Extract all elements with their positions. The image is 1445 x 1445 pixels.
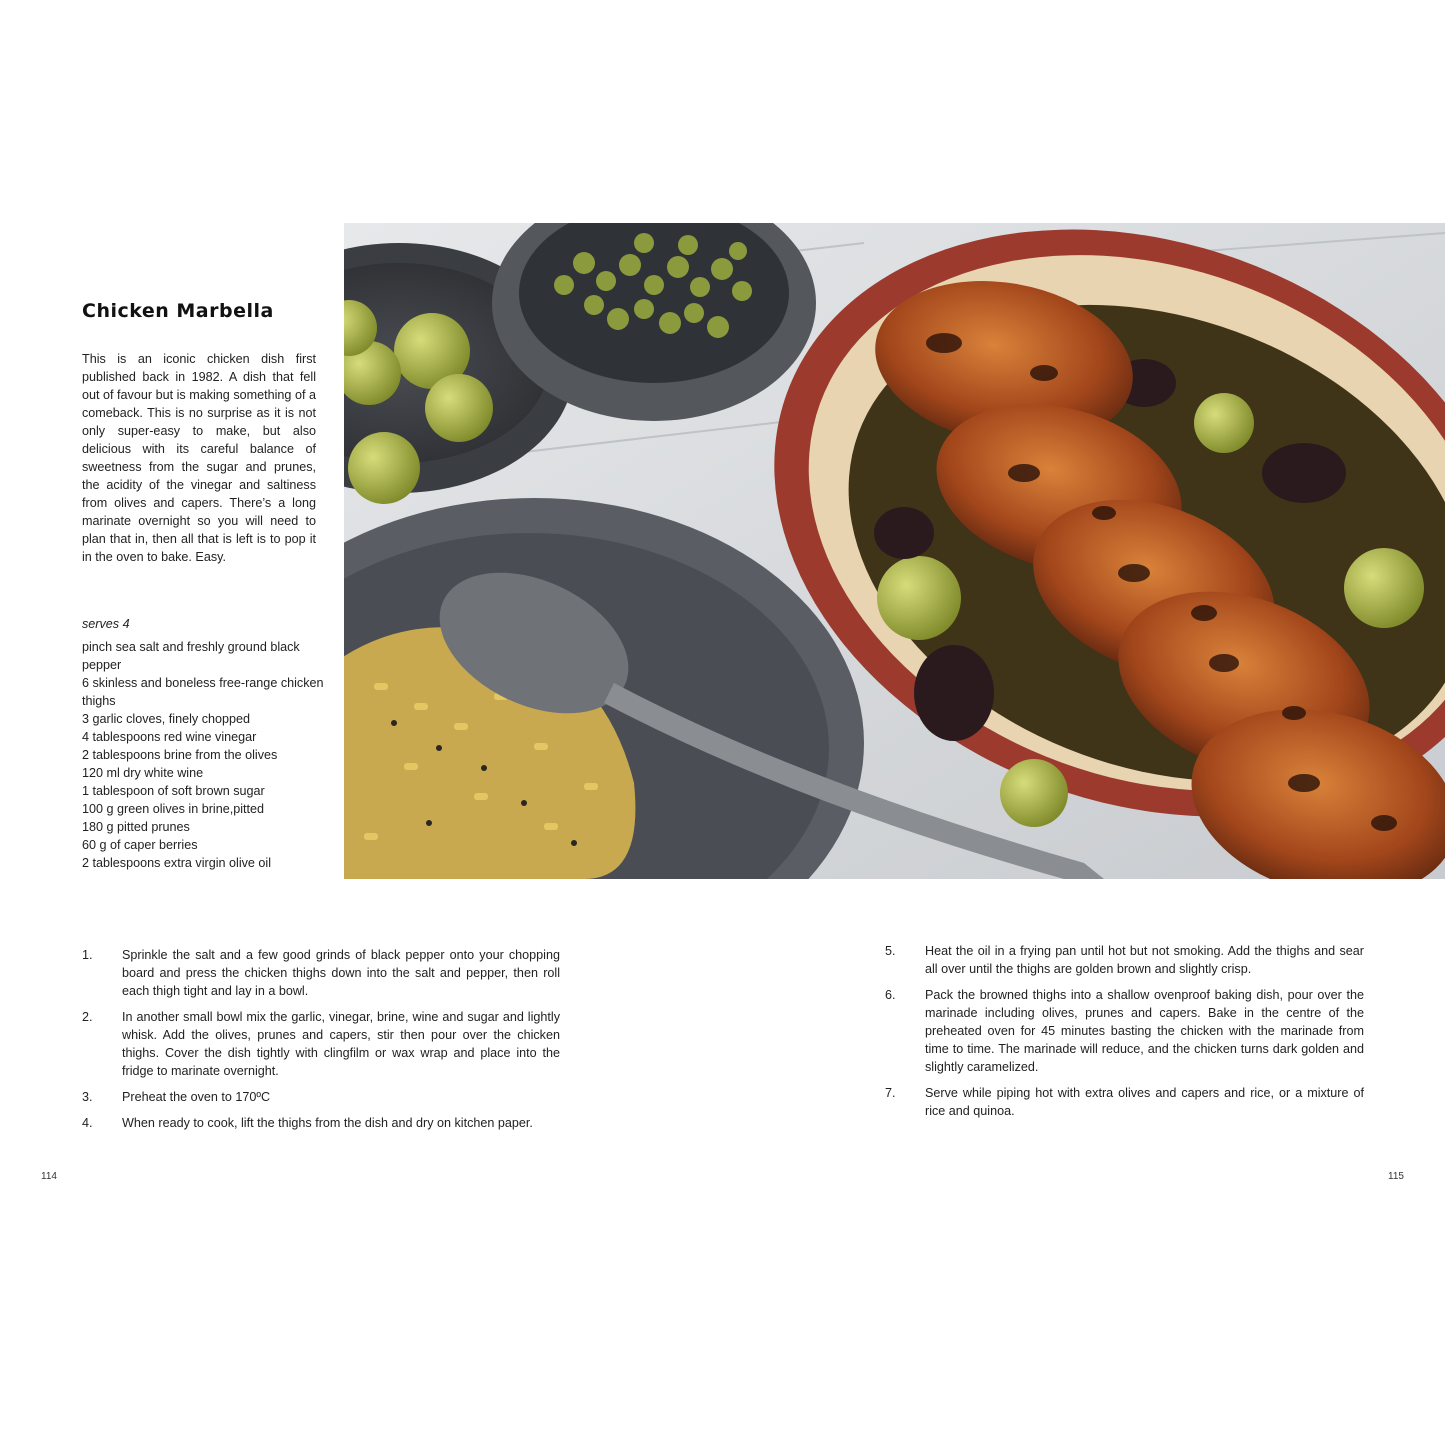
method-step: [82, 1114, 560, 1132]
ingredient-item: 1 tablespoon of soft brown sugar: [82, 784, 265, 798]
method-step: [82, 1088, 560, 1106]
step-text: Serve while piping hot with extra olives and capers and rice, or a mixture of rice and quinoa.: [925, 1086, 1364, 1118]
page-number-right: 115: [1388, 1171, 1404, 1182]
ingredient-item: 6 skinless and boneless free-range chicken thighs: [82, 676, 324, 708]
ingredient-item: pinch sea salt and freshly ground black pepper: [82, 640, 300, 672]
step-text: Preheat the oven to 170ºC: [122, 1090, 271, 1104]
step-number: 2.: [82, 1010, 93, 1024]
step-number: 1.: [82, 948, 93, 962]
recipe-intro: This is an iconic chicken dish first published back in 1982. A dish that fell out of favour but is making something of a comeback. This is no surprise as it is not only super-easy to make, but also delicious with its careful balance of sweetness from the sugar and prunes, the acidity of the vinegar and saltiness from olives and capers. There’s a long marinate overnight so you will need to plan that in, then all that is left is to pop it in the oven to bake. Easy.: [82, 352, 316, 564]
ingredient-item: 3 garlic cloves, finely chopped: [82, 712, 251, 726]
method-step: [885, 986, 1364, 1076]
ingredients-list: [82, 638, 332, 872]
recipe-title: Chicken Marbella: [82, 300, 274, 322]
step-text: In another small bowl mix the garlic, vinegar, brine, wine and sugar and lightly whisk. Add the olives, prunes and capers, stir then pour over the chicken thighs. Cover the dish tightly with clingfilm or wax wrap and place into the fridge to marinate overnight.: [122, 1010, 560, 1078]
step-text: When ready to cook, lift the thighs from the dish and dry on kitchen paper.: [122, 1116, 533, 1130]
step-number: 4.: [82, 1116, 93, 1130]
step-number: 7.: [885, 1086, 896, 1100]
step-number: 5.: [885, 944, 896, 958]
method-step: [885, 942, 1364, 978]
step-text: Heat the oil in a frying pan until hot but not smoking. Add the thighs and sear all over until the thighs are golden brown and slightly crisp.: [925, 944, 1364, 976]
method-step: [82, 946, 560, 1000]
step-text: Pack the browned thighs into a shallow ovenproof baking dish, pour over the marinade including olives, prunes and capers. Bake in the centre of the preheated oven for 45 minutes basting the chicken with the marinade from time to time. The marinade will reduce, and the chicken turns dark golden and slightly caramelized.: [925, 988, 1364, 1074]
food-photo: [344, 223, 1445, 879]
serves-label: serves 4: [82, 617, 130, 631]
ingredient-item: 2 tablespoons extra virgin olive oil: [82, 856, 272, 870]
step-number: 6.: [885, 988, 896, 1002]
step-text: Sprinkle the salt and a few good grinds of black pepper onto your chopping board and press the chicken thighs down into the salt and pepper, then roll each thigh tight and lay in a bowl.: [122, 948, 560, 998]
method-step: [885, 1084, 1364, 1120]
ingredient-item: 120 ml dry white wine: [82, 766, 204, 780]
method-steps-right: [885, 942, 1364, 1128]
method-step: [82, 1008, 560, 1080]
ingredient-item: 2 tablespoons brine from the olives: [82, 748, 278, 762]
method-steps-left: [82, 946, 560, 1140]
page-number-left: 114: [41, 1171, 57, 1182]
ingredient-item: 60 g of caper berries: [82, 838, 198, 852]
ingredient-item: 4 tablespoons red wine vinegar: [82, 730, 257, 744]
ingredient-item: 180 g pitted prunes: [82, 820, 190, 834]
ingredient-item: 100 g green olives in brine,pitted: [82, 802, 265, 816]
step-number: 3.: [82, 1090, 93, 1104]
